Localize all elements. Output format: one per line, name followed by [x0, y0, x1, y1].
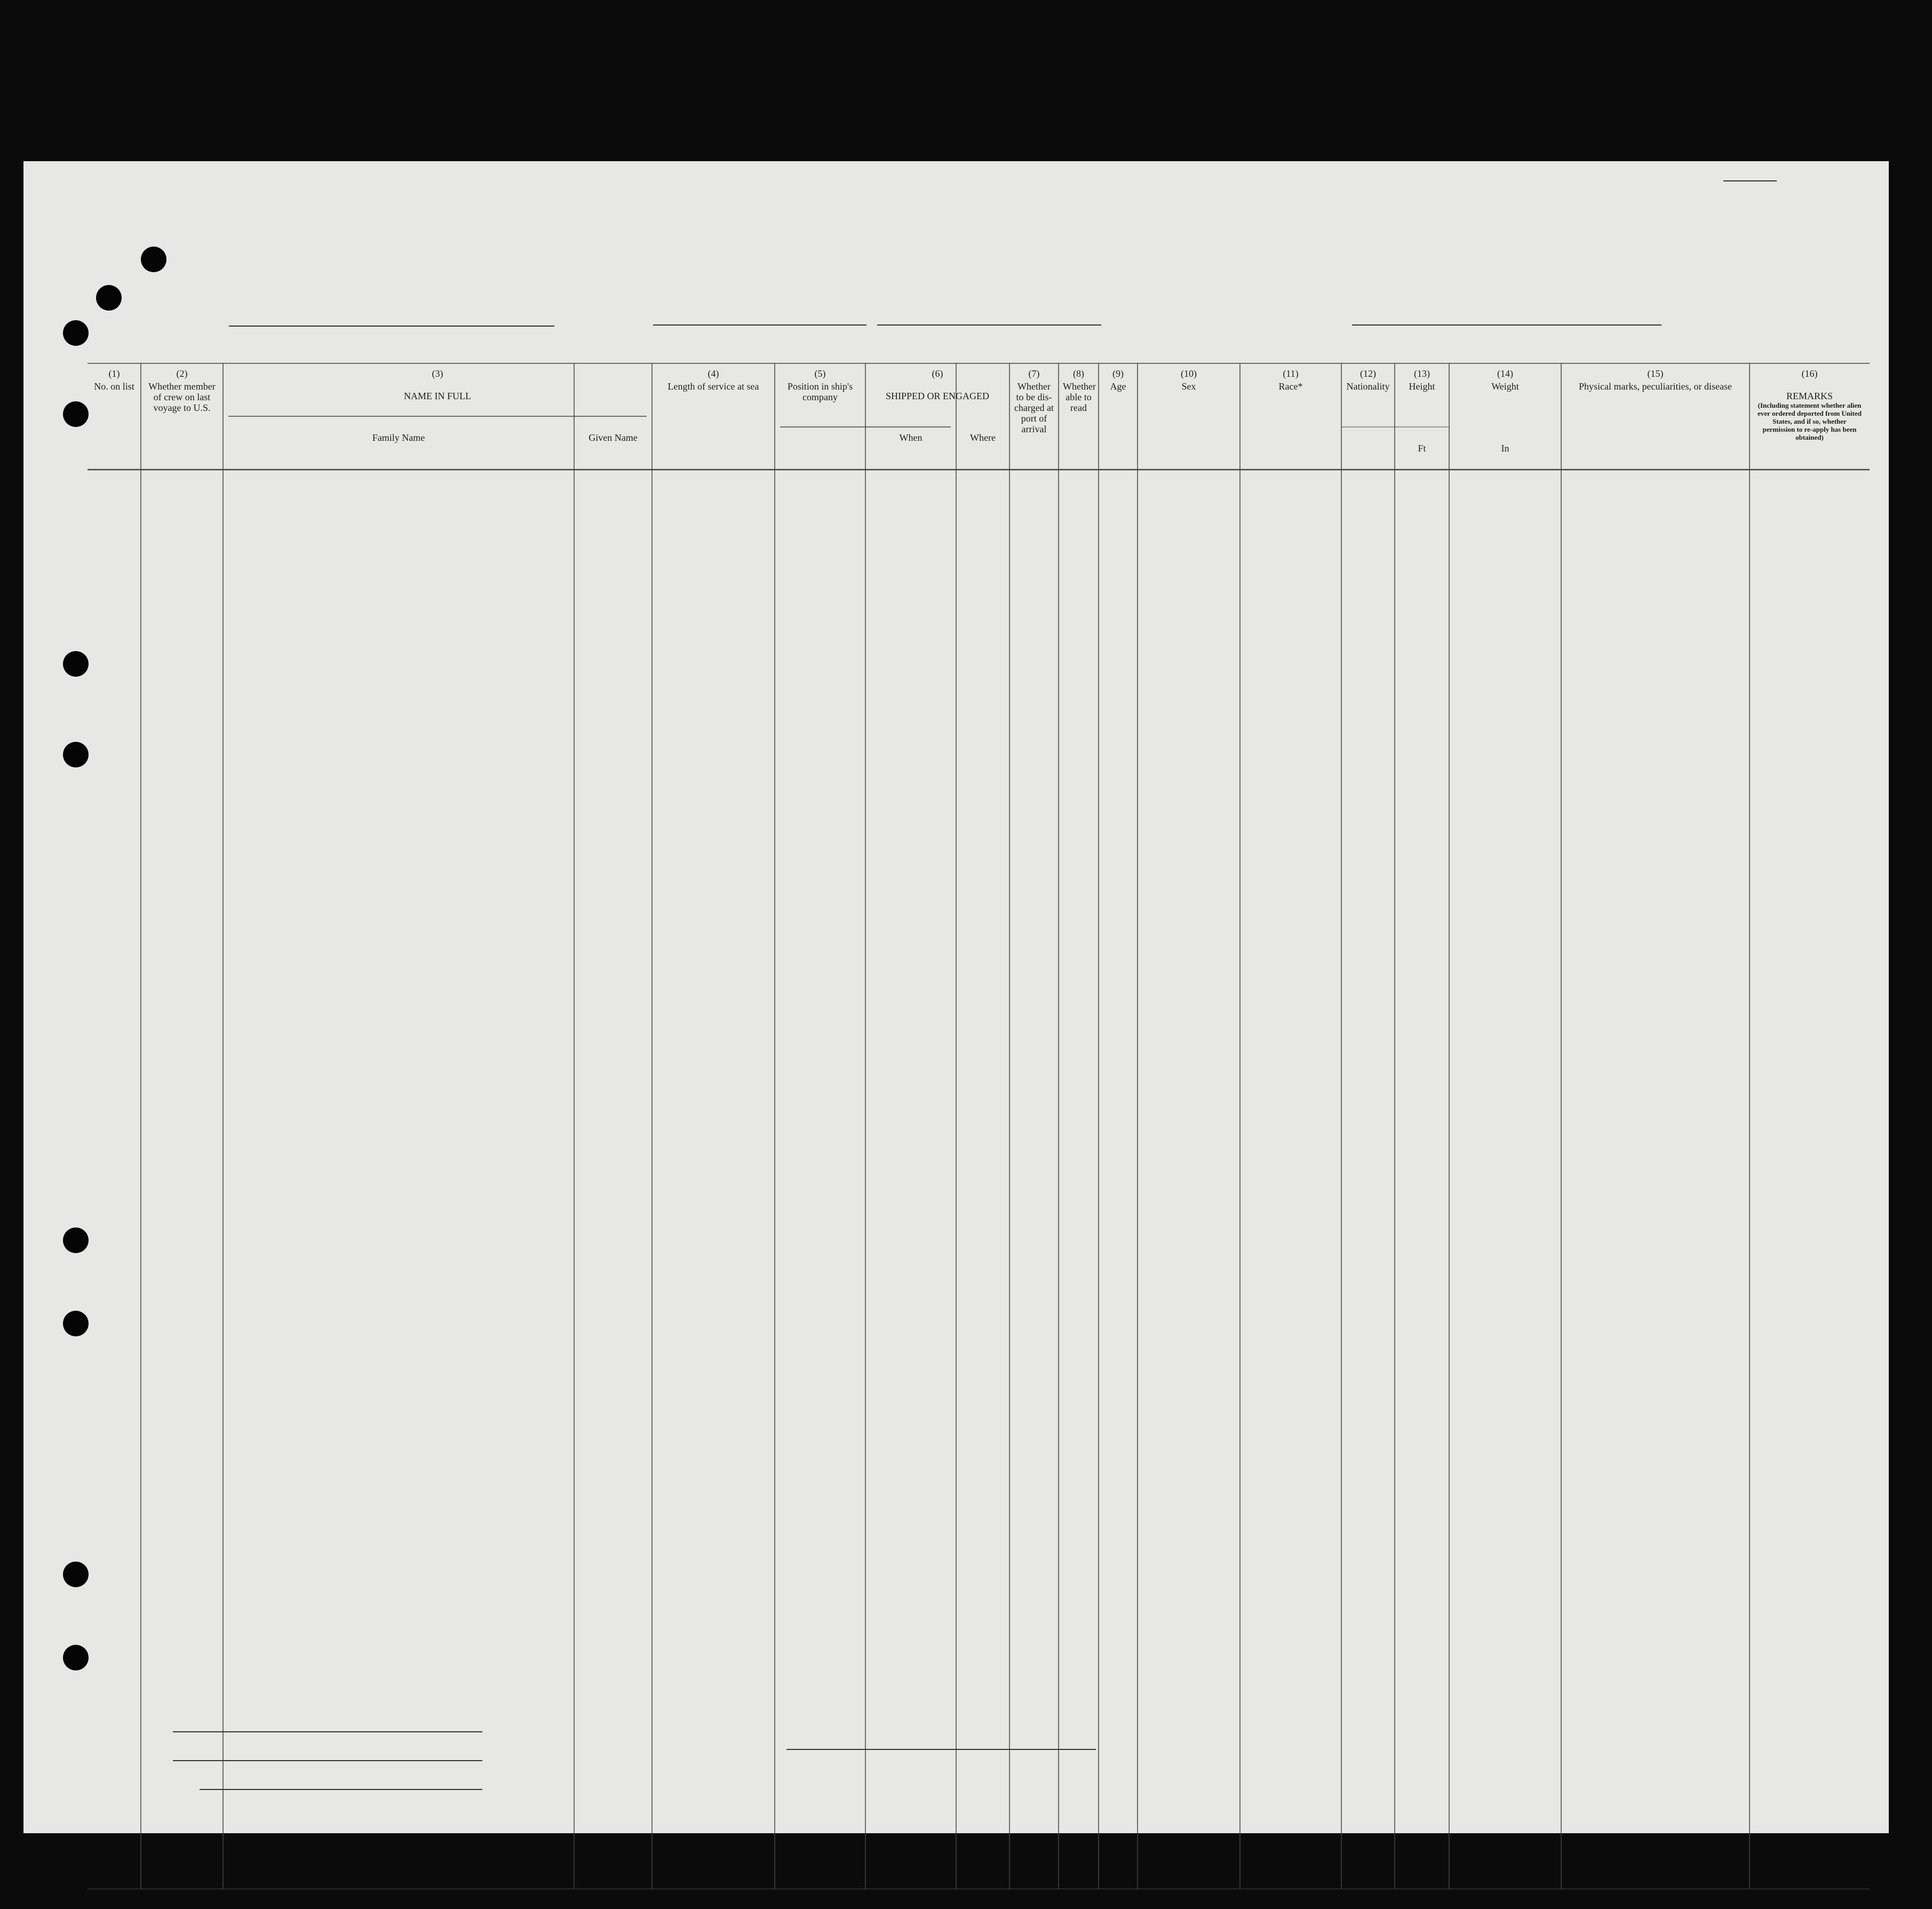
column-subheader: Where [970, 432, 996, 443]
column-label: Position in ship's company [787, 381, 853, 402]
column-header [1395, 368, 1449, 394]
column-number: (8) [1073, 368, 1084, 379]
punch-hole [63, 1311, 89, 1336]
column-number: (1) [108, 368, 120, 379]
column-label: Age [1110, 381, 1126, 392]
punch-hole [63, 742, 89, 767]
punch-hole [63, 401, 89, 427]
agents-value [200, 1789, 482, 1790]
punch-hole [63, 651, 89, 677]
column-label: Race* [1278, 381, 1303, 392]
column-number: (14) [1497, 368, 1513, 379]
column-number: (10) [1181, 368, 1197, 379]
from-port [1352, 324, 1661, 326]
column-number: (7) [1028, 368, 1040, 379]
punch-hole [63, 1227, 89, 1253]
column-header [1138, 368, 1240, 394]
column-header [775, 368, 865, 405]
column-number: (4) [707, 368, 719, 379]
punch-hole [141, 247, 166, 272]
column-header [1750, 368, 1870, 403]
column-label: Whether member of crew on last voyage to U.S. [148, 381, 216, 413]
column-header [1059, 368, 1099, 415]
punch-hole [96, 285, 122, 311]
column-label: NAME IN FULL [404, 391, 471, 401]
column-subheader: Ft [1418, 443, 1426, 454]
punch-hole [63, 320, 89, 346]
column-label: Weight [1491, 381, 1519, 392]
column-label: Height [1409, 381, 1435, 392]
column-label: Whether able to read [1063, 381, 1096, 413]
punch-hole [63, 1645, 89, 1670]
manifest-sheet [23, 161, 1889, 1833]
column-label: REMARKS [1786, 391, 1833, 401]
signature-line [786, 1749, 1096, 1750]
column-header [223, 368, 652, 403]
column-header [1449, 368, 1561, 394]
column-label: No. on list [94, 381, 134, 392]
column-subheader: (Including statement whether alien ever ordered deported from United States, and if so, whether permission to re-apply has been obtained) [1758, 401, 1862, 441]
column-header [1009, 368, 1059, 437]
arrival-month [877, 324, 1101, 326]
column-number: (16) [1801, 368, 1818, 379]
column-number: (5) [814, 368, 826, 379]
column-number: (9) [1112, 368, 1124, 379]
table-grid [88, 363, 1870, 1889]
column-header [88, 368, 141, 394]
column-subheader: Family Name [372, 432, 425, 443]
column-label: Length of service at sea [667, 381, 759, 392]
arriving-port [653, 324, 866, 326]
column-label: SHIPPED OR ENGAGED [885, 391, 989, 401]
column-number: (6) [932, 368, 943, 379]
column-header [1099, 368, 1138, 394]
column-header [865, 368, 1009, 403]
column-header [141, 368, 223, 415]
column-label: Whether to be dis-charged at port of arrival [1014, 381, 1054, 434]
column-number: (15) [1647, 368, 1664, 379]
column-header [652, 368, 775, 394]
column-subheader: Given Name [589, 432, 638, 443]
column-header [1561, 368, 1750, 394]
owners-value [173, 1760, 482, 1761]
vessel-name [229, 326, 554, 327]
punch-hole [63, 1562, 89, 1587]
crew-table [88, 363, 1870, 1889]
column-label: Sex [1181, 381, 1196, 392]
column-subheader: When [899, 432, 923, 443]
column-number: (2) [176, 368, 188, 379]
column-header [1240, 368, 1341, 394]
column-subheader: In [1501, 443, 1509, 454]
line-value [173, 1731, 482, 1732]
column-number: (12) [1360, 368, 1376, 379]
column-number: (13) [1414, 368, 1430, 379]
sheet-number-value [1723, 180, 1777, 181]
column-header [1341, 368, 1395, 394]
column-label: Nationality [1346, 381, 1390, 392]
column-number: (11) [1283, 368, 1299, 379]
column-label: Physical marks, peculiarities, or disease [1579, 381, 1732, 392]
column-number: (3) [432, 368, 443, 379]
